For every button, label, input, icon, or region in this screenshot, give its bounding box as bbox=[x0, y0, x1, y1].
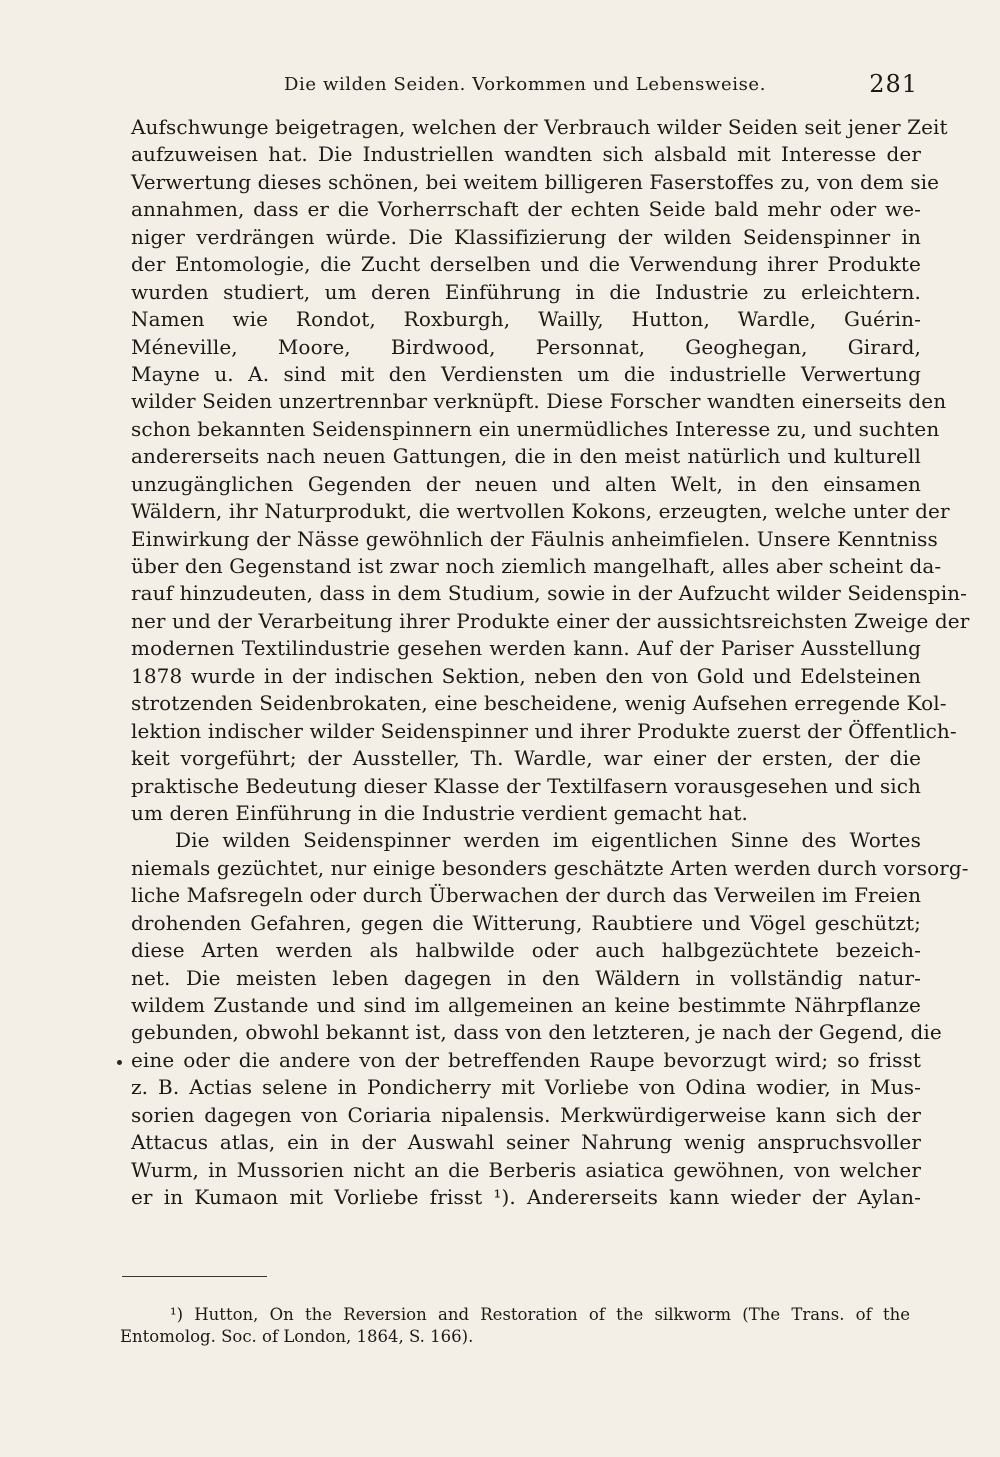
footnote-divider bbox=[122, 1276, 267, 1277]
text-line: strotzenden Seidenbrokaten, eine bescheidene, wenig Aufsehen erregende Kol- bbox=[131, 691, 947, 716]
text-line: net. Die meisten leben dagegen in den Wäldern in vollständig natur- bbox=[131, 965, 921, 990]
text-line: Aufschwunge beigetragen, welchen der Verbrauch wilder Seiden seit jener Zeit bbox=[131, 115, 948, 139]
page-number: 281 bbox=[869, 70, 918, 98]
text-line: 1878 wurde in der indischen Sektion, neben den von Gold und Edelsteinen bbox=[131, 663, 921, 688]
text-line: aufzuweisen hat. Die Industriellen wandten sich alsbald mit Interesse der bbox=[131, 142, 921, 167]
text-line: gebunden, obwohl bekannt ist, dass von den letzteren, je nach der Gegend, die bbox=[131, 1020, 942, 1045]
footnote-line: Entomolog. Soc. of London, 1864, S. 166). bbox=[120, 1327, 474, 1346]
text-line: Attacus atlas, ein in der Auswahl seiner Nahrung wenig anspruchsvoller bbox=[131, 1130, 921, 1155]
text-line: Namen wie Rondot, Roxburgh, Wailly, Hutton, Wardle, Guérin- bbox=[131, 307, 921, 332]
text-line: rauf hinzudeuten, dass in dem Studium, sowie in der Aufzucht wilder Seidenspin- bbox=[131, 581, 968, 606]
text-line: Wäldern, ihr Naturprodukt, die wertvollen Kokons, erzeugten, welche unter der bbox=[131, 499, 950, 524]
text-line: praktische Bedeutung dieser Klasse der Textilfasern vorausgesehen und sich bbox=[131, 773, 921, 798]
text-line: niemals gezüchtet, nur einige besonders geschätzte Arten werden durch vorsorg- bbox=[131, 855, 969, 880]
text-line: lektion indischer wilder Seidenspinner und ihrer Produkte zuerst der Öffentlich- bbox=[131, 718, 957, 743]
margin-speck bbox=[117, 1060, 122, 1065]
text-line: niger verdrängen würde. Die Klassifizierung der wilden Seidenspinner in bbox=[131, 224, 921, 249]
running-title: Die wilden Seiden. Vorkommen und Lebensweise. bbox=[283, 74, 767, 95]
text-line: andererseits nach neuen Gattungen, die in den meist natürlich und kulturell bbox=[131, 444, 921, 469]
text-line: um deren Einführung in die Industrie verdient gemacht hat. bbox=[131, 800, 748, 825]
text-line: wurden studiert, um deren Einführung in die Industrie zu erleichtern. bbox=[131, 279, 921, 304]
text-line: annahmen, dass er die Vorherrschaft der echten Seide bald mehr oder we- bbox=[131, 197, 921, 222]
text-line: wildem Zustande und sind im allgemeinen an keine bestimmte Nährpflanze bbox=[131, 993, 921, 1017]
text-line: über den Gegenstand ist zwar noch ziemlich mangelhaft, alles aber scheint da- bbox=[131, 554, 942, 578]
text-line: Verwertung dieses schönen, bei weitem billigeren Faserstoffes zu, von dem sie bbox=[131, 169, 940, 194]
text-line: Méneville, Moore, Birdwood, Personnat, Geoghegan, Girard, bbox=[131, 334, 921, 359]
page-header bbox=[130, 70, 920, 104]
text-line: wilder Seiden unzertrennbar verknüpft. Diese Forscher wandten einerseits den bbox=[131, 389, 947, 414]
text-line: sorien dagegen von Coriaria nipalensis. Merkwürdigerweise kann sich der bbox=[131, 1102, 921, 1127]
footnote-line: ¹) Hutton, On the Reversion and Restoration of the silkworm (The Trans. of the bbox=[170, 1305, 910, 1324]
text-line: schon bekannten Seidenspinnern ein unermüdliches Interesse zu, und suchten bbox=[131, 416, 940, 441]
paragraph-start-line: Die wilden Seidenspinner werden im eigentlichen Sinne des Wortes bbox=[175, 828, 921, 853]
text-line: ner und der Verarbeitung ihrer Produkte einer der aussichtsreichsten Zweige der bbox=[131, 608, 970, 633]
main-text bbox=[131, 114, 970, 1212]
text-line: eine oder die andere von der betreffenden Raupe bevorzugt wird; so frisst bbox=[131, 1047, 921, 1072]
text-line: liche Mafsregeln oder durch Überwachen der durch das Verweilen im Freien bbox=[131, 883, 922, 908]
footnotes bbox=[120, 1304, 910, 1348]
text-line: unzugänglichen Gegenden der neuen und alten Welt, in den einsamen bbox=[131, 471, 921, 496]
text-line: er in Kumaon mit Vorliebe frisst ¹). Andererseits kann wieder der Aylan- bbox=[131, 1185, 921, 1210]
text-line: der Entomologie, die Zucht derselben und die Verwendung ihrer Produkte bbox=[131, 252, 921, 277]
text-line: diese Arten werden als halbwilde oder auch halbgezüchtete bezeich- bbox=[131, 938, 921, 963]
text-line: Einwirkung der Nässe gewöhnlich der Fäulnis anheimfielen. Unsere Kenntniss bbox=[131, 526, 938, 551]
text-line: z. B. Actias selene in Pondicherry mit Vorliebe von Odina wodier, in Mus- bbox=[131, 1075, 921, 1100]
text-line: keit vorgeführt; der Aussteller, Th. Wardle, war einer der ersten, der die bbox=[131, 746, 921, 771]
text-line: drohenden Gefahren, gegen die Witterung, Raubtiere und Vögel geschützt; bbox=[131, 910, 921, 935]
text-line: Mayne u. A. sind mit den Verdiensten um die industrielle Verwertung bbox=[131, 361, 921, 386]
text-line: Wurm, in Mussorien nicht an die Berberis asiatica gewöhnen, von welcher bbox=[131, 1157, 921, 1182]
text-line: modernen Textilindustrie gesehen werden kann. Auf der Pariser Ausstellung bbox=[131, 636, 921, 661]
